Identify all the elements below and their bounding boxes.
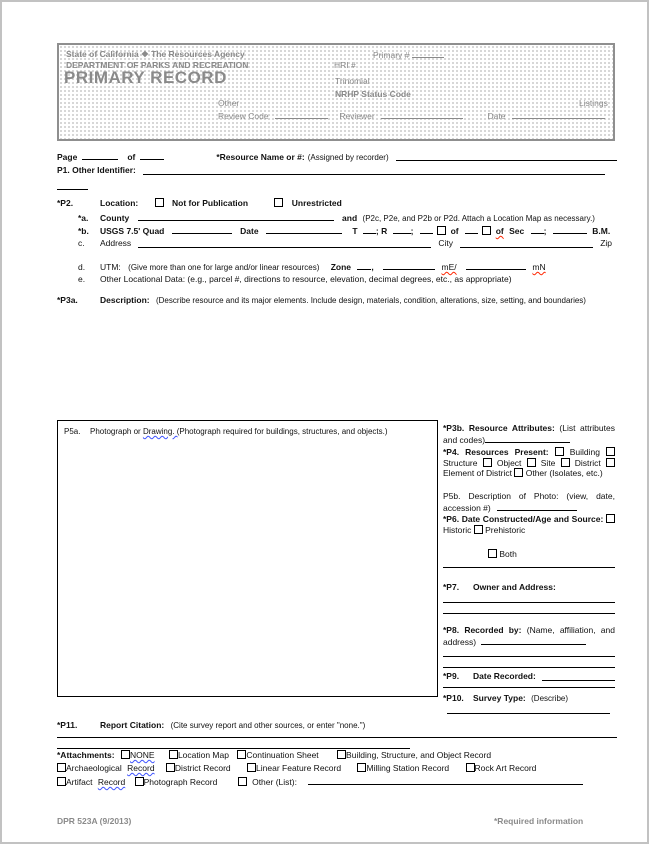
date-recorded-field-line[interactable] [542,679,615,681]
owner-field-line-2[interactable] [443,613,615,614]
p1-other-identifier-label: P1. Other Identifier: [57,165,136,175]
trinomial-label: Trinomial [335,76,370,86]
attachment-building-label: Building, Structure, and Object Record [346,750,492,760]
hri-label: HRI # [334,60,356,70]
checkbox-attachment-archaeological[interactable] [57,763,66,772]
checkbox-site[interactable] [527,458,536,467]
township-label: T [352,226,358,236]
attachment-other-field-line[interactable] [308,776,583,785]
district-option-label: District [574,457,601,468]
range-label: ; R [375,226,388,236]
review-date-field-line[interactable] [512,110,605,119]
description-hint: (Describe resource and its major elements. Include design, materials, condition, alterations, size, setting, and boundaries) [155,296,586,305]
report-citation-hint: (Cite survey report and other sources, or enter "none.") [170,721,366,730]
checkbox-attachment-building[interactable] [337,750,346,759]
p6-both-row [443,549,615,560]
utm-label: UTM: [100,262,121,272]
semi3: ; [543,226,547,236]
building-option-label: Building [569,447,600,457]
other-locational-data-text: Other Locational Data: (e.g., parcel #, directions to resource, elevation, decimal degrees, etc., as appropriate) [100,274,512,284]
photo-box[interactable] [57,420,438,697]
section-divider-3 [443,687,615,688]
attachment-artifact-record-word: Record [97,777,126,787]
p1-other-identifier-field-line[interactable] [143,173,605,175]
review-code-field-line[interactable] [275,110,328,119]
address-field-line[interactable] [138,246,431,248]
survey-type-field-line[interactable] [447,713,610,714]
attachment-location-map-label: Location Map [177,750,229,760]
quarter2-field-line[interactable] [465,225,478,234]
usgs-quad-label: USGS 7.5' Quad [100,226,165,236]
attachment-continuation-sheet-label: Continuation Sheet [246,750,319,760]
department-line: DEPARTMENT OF PARKS AND RECREATION [66,60,249,70]
p2c-number: c. [78,238,85,248]
p2-number: *P2. [57,198,74,208]
nrhp-status-label: NRHP Status Code [335,89,411,99]
attachment-artifact-label: Artifact [66,777,93,787]
p3a-number: *P3a. [57,295,78,305]
utm-hint: (Give more than one for large and/or linear resources) [128,263,320,272]
resource-attributes-hint: (List attributes and codes) [443,423,615,445]
attachments-label: *Attachments: [57,750,115,760]
p2a-note: (P2c, P2e, and P2b or P2d. Attach a Location Map as necessary.) [362,214,595,223]
review-date-label: Date [487,111,506,121]
checkbox-element-of-district[interactable] [606,458,615,467]
bm-label: B.M. [592,226,611,236]
p2a-number: *a. [78,213,89,223]
township-field-line[interactable] [363,225,376,234]
recorded-by-label: Recorded by: [464,625,522,635]
p6-number: *P6. [443,514,460,524]
city-field-line[interactable] [460,246,593,248]
p2d-number: d. [78,262,86,272]
checkbox-unrestricted[interactable] [274,198,283,207]
attachment-none-label: NONE [130,750,155,760]
recorded-by-hint: (Name, affiliation, and address) [443,625,615,647]
agency-line: State of California ❖ The Resources Agency [66,49,245,59]
checkbox-other-isolates[interactable] [514,468,523,477]
resource-name-label: *Resource Name or #: [216,152,305,162]
p7-number: *P7. [443,582,460,592]
checkbox-building[interactable] [555,447,564,456]
northing-field-line[interactable] [466,261,526,270]
zone-field-line[interactable] [357,261,374,272]
p11-number: *P11. [57,720,78,730]
both-option-label: Both [499,549,517,559]
county-and-label: and [342,213,358,223]
date-recorded-label: Date Recorded: [473,671,536,681]
required-information-footer: *Required information [494,816,584,826]
sec-label: Sec [509,226,525,236]
date-constructed-label: Date Constructed/Age and Source: [461,514,604,524]
easting-label: mE/ [441,262,457,272]
primary-number-field-line[interactable] [412,49,444,58]
attachment-linear-feature-label: Linear Feature Record [256,763,342,773]
checkbox-attachment-location-map[interactable] [169,750,178,759]
owner-address-label: Owner and Address: [473,582,556,592]
checkbox-not-for-publication[interactable] [155,198,164,207]
attachments-divider [57,748,410,749]
p5a-drawing-word: Drawing. ( [142,427,180,436]
owner-field-line-1[interactable] [443,602,615,603]
resource-attributes-label: Resource Attributes: [468,423,555,433]
p10-number: *P10. [443,693,464,703]
checkbox-attachment-other[interactable] [238,777,247,786]
form-number-footer: DPR 523A (9/2013) [57,816,132,826]
checkbox-historic[interactable] [606,514,615,523]
checkbox-both[interactable] [488,549,497,558]
zone-comma: , [371,262,374,272]
other-label: Other [218,98,240,108]
p4-number: *P4. [443,447,460,457]
report-citation-field-line[interactable] [57,737,617,738]
form-header-box [57,43,615,141]
reviewer-field-line[interactable] [381,110,463,119]
p1-overflow-line[interactable] [57,189,88,190]
survey-type-label: Survey Type: [473,693,526,703]
of1-label: of [450,226,459,236]
quarter2-box-glyph [482,226,491,235]
p6-block [443,514,615,535]
description-of-photo-hint: (view, date, accession #) [443,491,615,513]
attachment-archaeological-record-word: Record [127,763,155,773]
northing-label: mN [532,262,546,272]
p5a-number: P5a. [64,427,81,436]
page-number-field-line[interactable] [82,151,118,160]
p5b-block [443,491,615,513]
quad-date-field-line[interactable] [266,225,342,234]
p3b-block [443,423,615,445]
attachment-other-label: Other (List): [252,777,297,787]
checkbox-attachment-artifact[interactable] [57,777,66,786]
unrestricted-label: Unrestricted [291,198,342,208]
quad-field-line[interactable] [172,225,232,234]
recorded-by-field-line[interactable] [481,636,586,645]
review-code-label: Review Code [218,111,269,121]
not-for-publication-label: Not for Publication [172,198,249,208]
attachment-rock-art-label: Rock Art Record [474,763,537,773]
sec-field-line[interactable] [531,225,544,234]
resources-present-label: Resources Present: [465,447,549,457]
page-label: Page [57,152,78,162]
p5a-text: Photograph or [90,427,141,436]
page-of-label: of [127,152,136,162]
p8-number: *P8. [443,625,460,635]
easting-field-line[interactable] [383,261,435,270]
city-label: City [438,238,453,248]
resource-name-hint: (Assigned by recorder) [307,153,389,162]
reviewer-label: Reviewer [339,111,375,121]
quad-date-label: Date [240,226,259,236]
of2-label: of [495,226,504,236]
section-divider [443,567,615,568]
p3b-number: *P3b. [443,423,465,433]
bm-field-line[interactable] [553,225,587,234]
zip-label: Zip [600,238,612,248]
other-isolates-option-label: Other (Isolates, etc.) [525,468,603,478]
attachment-photograph-label: Photograph Record [143,777,218,787]
p5a-note: Photograph required for buildings, structures, and objects.) [179,427,388,436]
p2-location-label: Location: [100,198,139,208]
checkbox-attachment-rock-art[interactable] [466,763,475,772]
recorded-by-field-line-2[interactable] [443,656,615,657]
attachment-archaeological-label: Archaeological [66,763,122,773]
checkbox-prehistoric[interactable] [474,525,483,534]
page-total-field-line[interactable] [140,151,164,160]
checkbox-object[interactable] [483,458,492,467]
structure-option-label: Structure [443,457,478,468]
range-field-line[interactable] [393,225,411,234]
county-field-line[interactable] [138,212,334,221]
primary-number-label: Primary # [373,50,410,60]
attachment-district-label: District Record [174,763,231,773]
p2e-number: e. [78,274,86,284]
semi2: ; [410,226,414,236]
checkbox-district[interactable] [561,458,570,467]
site-option-label: Site [540,457,556,468]
p2b-number: *b. [78,226,89,236]
historic-option-label: Historic [443,524,472,535]
quarter1-field-line[interactable] [420,225,433,234]
prehistoric-option-label: Prehistoric [485,524,526,535]
resource-attributes-field-line[interactable] [485,434,570,443]
description-of-photo-field-line[interactable] [497,502,577,511]
county-label: County [100,213,130,223]
section-divider-2 [443,667,615,668]
checkbox-structure[interactable] [606,447,615,456]
right-column [443,420,615,730]
element-of-district-option-label: Element of District [443,468,512,478]
survey-type-hint: (Describe) [531,694,569,703]
p4-block [443,447,615,479]
listings-label: Listings [579,98,608,108]
object-option-label: Object [496,457,522,468]
checkbox-attachment-photograph[interactable] [135,777,144,786]
attachment-milling-station-label: Milling Station Record [366,763,450,773]
description-label: Description: [100,295,150,305]
p9-number: *P9. [443,671,460,681]
p5b-number: P5b. [443,491,461,501]
zone-label: Zone [330,262,352,272]
description-of-photo-label: Description of Photo: [468,491,559,501]
quarter1-box-glyph [437,226,446,235]
p8-block [443,625,615,647]
checkbox-attachment-linear-feature[interactable] [247,763,256,772]
resource-name-field-line[interactable] [396,159,617,161]
checkbox-attachment-district[interactable] [166,763,175,772]
form-title: PRIMARY RECORD [64,68,227,87]
checkbox-attachment-continuation-sheet[interactable] [237,750,246,759]
report-citation-label: Report Citation: [100,720,165,730]
address-label: Address [100,238,132,248]
checkbox-attachment-none[interactable] [121,750,130,759]
